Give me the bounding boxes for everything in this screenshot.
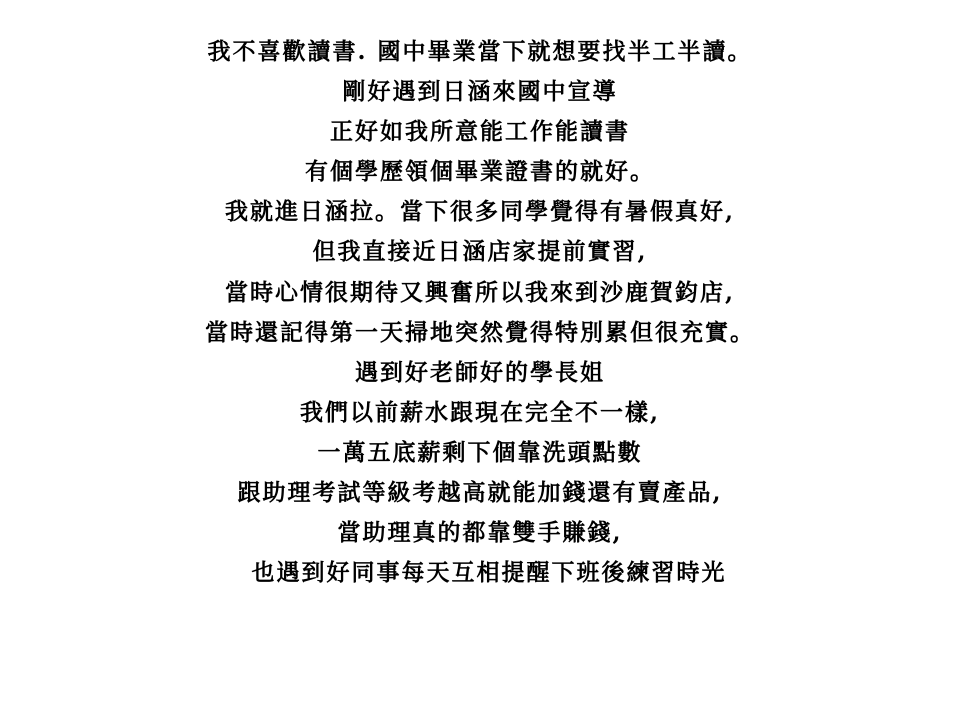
text-line-7: 當時心情很期待又興奮所以我來到沙鹿賀鈞店,: [224, 278, 735, 306]
text-line-13: 當助理真的都靠雙手賺錢,: [337, 519, 623, 547]
text-line-5: 我就進日涵拉。當下很多同學覺得有暑假真好,: [224, 198, 735, 226]
text-line-9: 遇到好老師好的學長姐: [355, 358, 605, 386]
text-line-11: 一萬五底薪剩下個靠洗頭點數: [317, 438, 643, 466]
text-line-4: 有個學歷領個畢業證書的就好。: [305, 158, 655, 186]
text-lines: [0, 32, 960, 593]
text-line-2: 剛好遇到日涵來國中宣導: [342, 78, 618, 106]
text-line-12: 跟助理考試等級考越高就能加錢還有賣產品,: [237, 479, 723, 507]
text-line-3: 正好如我所意能工作能讀書: [330, 118, 630, 146]
text-line-1: 我不喜歡讀書. 國中畢業當下就想要找半工半讀。: [207, 38, 753, 65]
text-line-14: 也遇到好同事每天互相提醒下班後練習時光: [251, 559, 727, 587]
text-line-10: 我們以前薪水跟現在完全不一樣,: [299, 398, 660, 426]
text-line-8: 當時還記得第一天掃地突然覺得特別累但很充實。: [205, 318, 755, 346]
text-line-6: 但我直接近日涵店家提前實習,: [312, 238, 648, 266]
